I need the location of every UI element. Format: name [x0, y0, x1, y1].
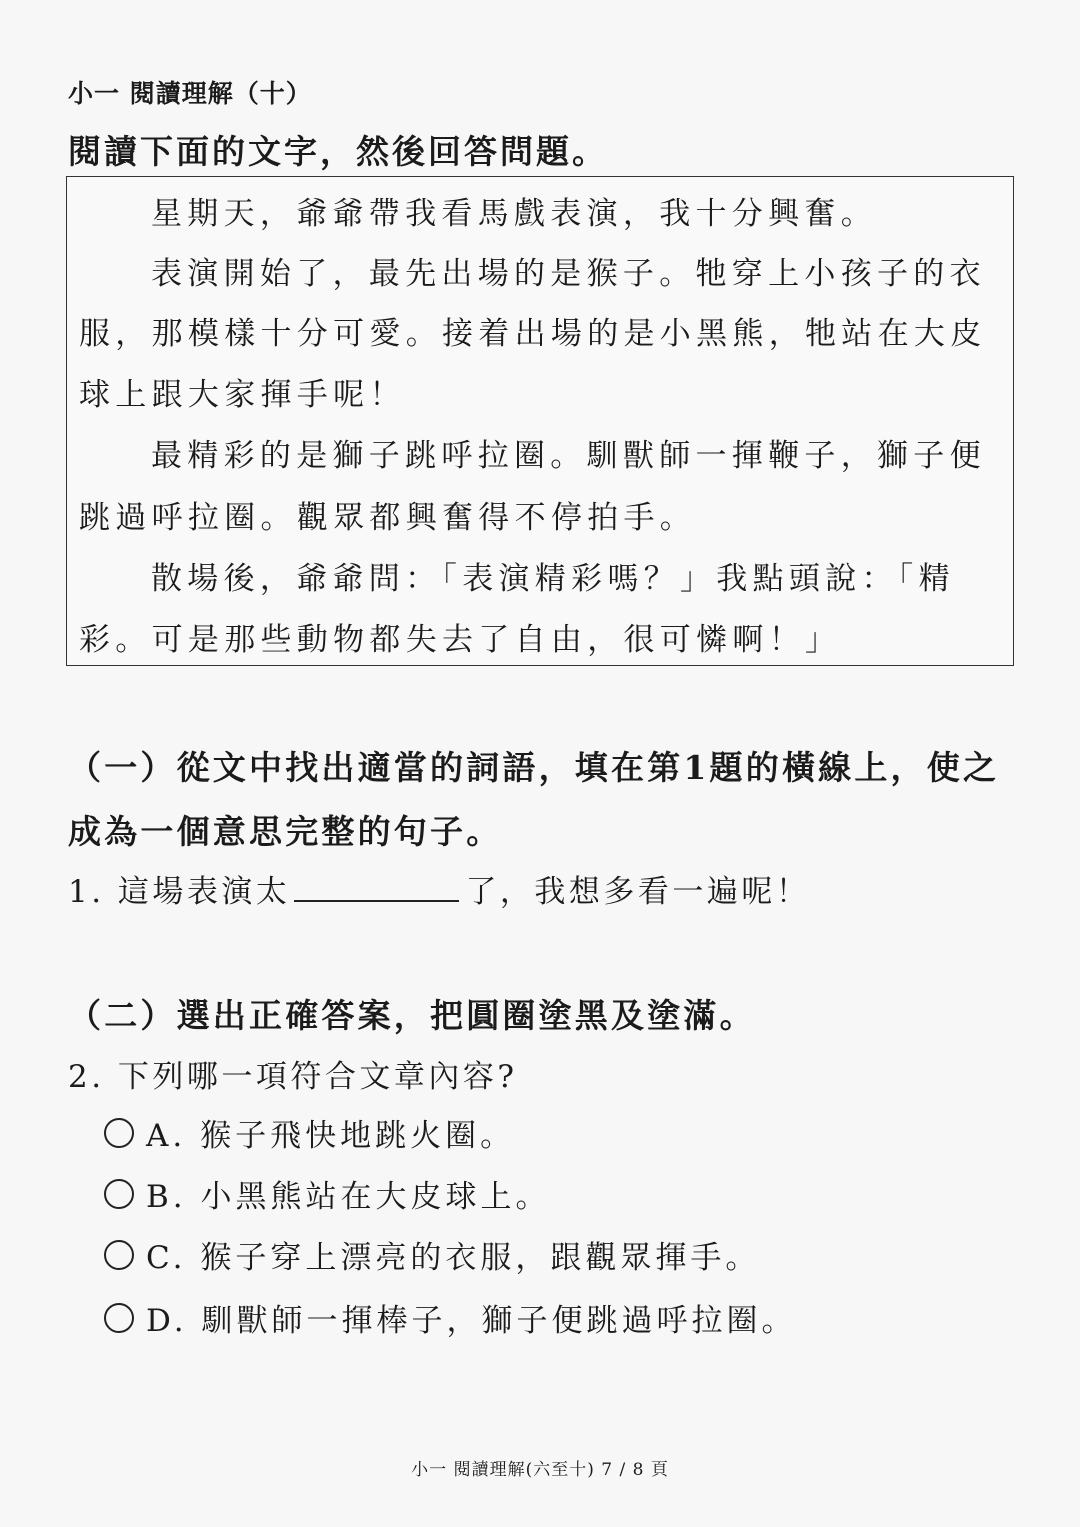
instruction-heading: 閱讀下面的文字，然後回答問題。 — [68, 132, 608, 171]
option-b[interactable] — [104, 1171, 551, 1216]
passage-line: 球上跟大家揮手呢！ — [79, 377, 406, 413]
section1-title: （一）從文中找出適當的詞語，填在第1題的橫線上，使之 — [68, 748, 1000, 787]
question-1 — [68, 866, 810, 911]
passage-line: 最精彩的是獅子跳呼拉圈。馴獸師一揮鞭子，獅子便 — [151, 438, 986, 474]
section2-title: （二）選出正確答案，把圓圈塗黑及塗滿。 — [68, 996, 756, 1035]
answer-circle[interactable] — [104, 1303, 134, 1333]
page-footer: 小一 閱讀理解(六至十) 7 / 8 頁 — [411, 1460, 669, 1480]
option-c-text: C. 猴子穿上漂亮的衣服，跟觀眾揮手。 — [146, 1240, 761, 1276]
passage-line: 星期天，爺爺帶我看馬戲表演，我十分興奮。 — [151, 196, 877, 232]
option-a-text: A. 猴子飛快地跳火圈。 — [146, 1118, 516, 1154]
option-a[interactable] — [104, 1110, 515, 1155]
question-2: 2. 下列哪一項符合文章內容? — [68, 1059, 518, 1095]
question-1-prefix: 1. 這場表演太 — [68, 874, 291, 910]
passage-line: 服，那模樣十分可愛。接着出場的是小黑熊，牠站在大皮 — [79, 316, 987, 352]
option-b-text: B. 小黑熊站在大皮球上。 — [146, 1179, 551, 1215]
section1-title-cont: 成為一個意思完整的句子。 — [68, 812, 503, 851]
question-1-suffix: 了，我想多看一遍呢！ — [465, 874, 811, 910]
passage-box — [66, 176, 1014, 666]
passage-line: 表演開始了，最先出場的是猴子。牠穿上小孩子的衣 — [151, 256, 986, 292]
worksheet-subtitle: 小一 閱讀理解（十） — [68, 79, 312, 108]
answer-circle[interactable] — [104, 1179, 134, 1209]
answer-circle[interactable] — [104, 1118, 134, 1148]
passage-line: 跳過呼拉圈。觀眾都興奮得不停拍手。 — [79, 500, 697, 536]
passage-line: 彩。可是那些動物都失去了自由，很可憐啊！」 — [79, 622, 842, 658]
option-d-text: D. 馴獸師一揮棒子，獅子便跳過呼拉圈。 — [146, 1303, 797, 1339]
answer-circle[interactable] — [104, 1240, 134, 1270]
passage-line: 散場後，爺爺問：「表演精彩嗎？」我點頭說：「精 — [151, 561, 955, 597]
option-d[interactable] — [104, 1295, 796, 1340]
option-c[interactable] — [104, 1232, 760, 1277]
answer-blank[interactable] — [294, 870, 459, 902]
